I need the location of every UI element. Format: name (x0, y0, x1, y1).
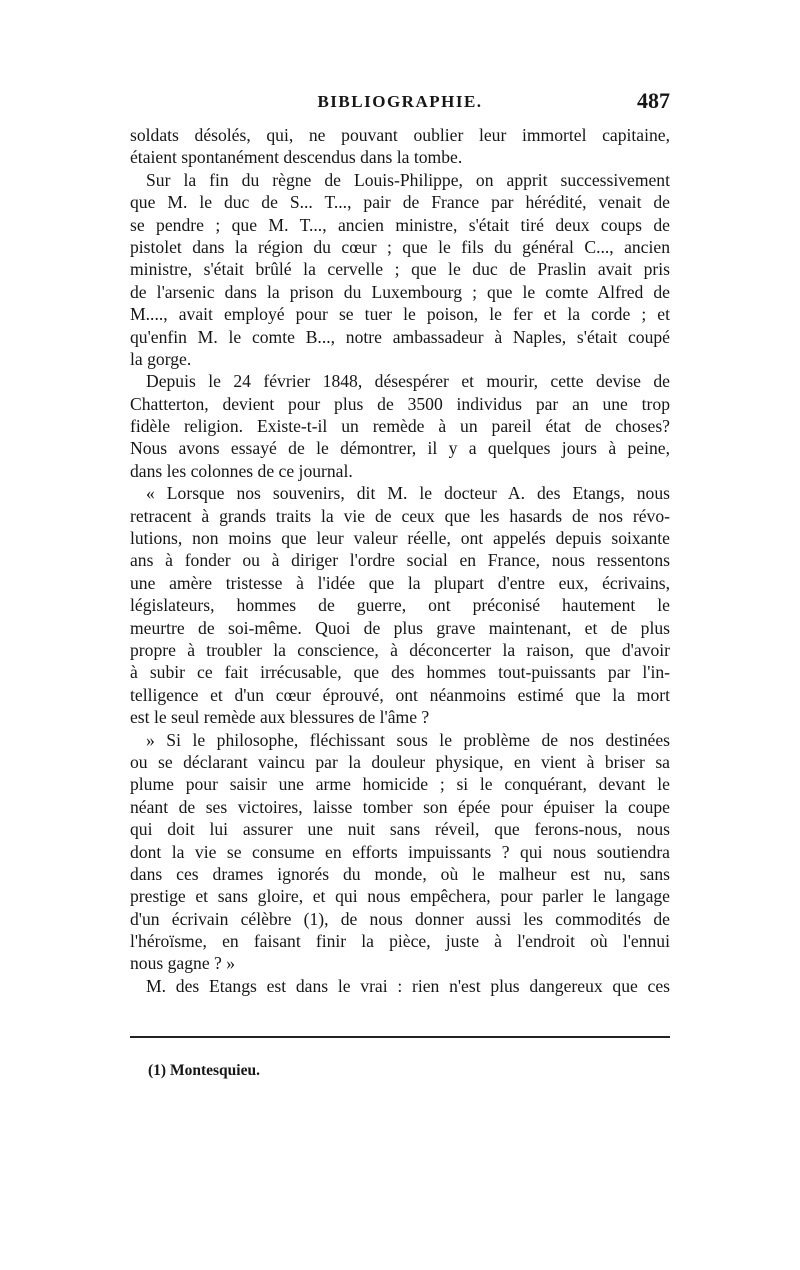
body-text (130, 124, 670, 997)
text-line: de l'arsenic dans la prison du Luxembourg ; que le comte Alfred de (130, 281, 670, 302)
text-line: Nous avons essayé de le démontrer, il y a quelques jours à peine, (130, 438, 670, 459)
text-line: dont la vie se consume en efforts impuissants ? qui nous soutiendra (130, 841, 670, 862)
text-line: se pendre ; que M. T..., ancien ministre, s'était tiré deux coups de (130, 214, 670, 235)
page-number: 487 (637, 88, 670, 113)
text-line: Chatterton, devient pour plus de 3500 individus par an une trop (130, 393, 670, 414)
text-line: ans à fonder ou à diriger l'ordre social en France, nous ressentons (130, 550, 670, 571)
text-line: pistolet dans la région du cœur ; que le fils du général C..., ancien (130, 236, 670, 257)
text-line: meurtre de soi-même. Quoi de plus grave maintenant, et de plus (130, 617, 670, 638)
text-line: dans les colonnes de ce journal. (130, 460, 353, 481)
footnote-rule (130, 1036, 670, 1038)
text-line: telligence et d'un cœur éprouvé, ont néanmoins estimé que la mort (130, 684, 670, 705)
text-line: néant de ses victoires, laisse tomber son épée pour épuiser la coupe (130, 796, 670, 817)
running-header (130, 88, 670, 118)
text-line: fidèle religion. Existe-t-il un remède à un pareil état de choses? (130, 416, 670, 437)
text-line: » Si le philosophe, fléchissant sous le problème de nos destinées (146, 729, 670, 750)
text-line: d'un écrivain célèbre (1), de nous donner aussi les commodités de (130, 908, 670, 929)
text-line: plume pour saisir une arme homicide ; si le conquérant, devant le (130, 774, 670, 795)
text-line: M...., avait employé pour se tuer le poison, le fer et la corde ; et (130, 304, 670, 325)
text-line: Depuis le 24 février 1848, désespérer et mourir, cette devise de (146, 371, 670, 392)
text-line: est le seul remède aux blessures de l'âme ? (130, 707, 430, 728)
text-line: propre à troubler la conscience, à déconcerter la raison, que d'avoir (130, 639, 670, 660)
text-line: lutions, non moins que leur valeur réelle, ont appelés depuis soixante (130, 528, 670, 549)
text-line: une amère tristesse à l'idée que la plupart d'entre eux, écrivains, (130, 572, 670, 593)
text-line: que M. le duc de S... T..., pair de France par hérédité, venait de (130, 192, 670, 213)
text-line: « Lorsque nos souvenirs, dit M. le docteur A. des Etangs, nous (146, 483, 670, 504)
text-line: législateurs, hommes de guerre, ont préconisé hautement le (130, 595, 670, 616)
text-line: retracent à grands traits la vie de ceux que les hasards de nos révo- (130, 505, 670, 526)
text-line: à subir ce fait irrécusable, que des hommes tout-puissants par l'in- (130, 662, 670, 683)
text-line: nous gagne ? » (130, 953, 236, 974)
text-line: la gorge. (130, 348, 192, 369)
text-line: dans ces drames ignorés du monde, où le malheur est nu, sans (130, 863, 670, 884)
text-line: étaient spontanément descendus dans la tombe. (130, 147, 463, 168)
text-line: ministre, s'était brûlé la cervelle ; que le duc de Praslin avait pris (130, 259, 670, 280)
text-line: l'héroïsme, en faisant finir la pièce, juste à l'endroit où l'ennui (130, 931, 670, 952)
text-line: Sur la fin du règne de Louis-Philippe, on apprit successivement (146, 169, 670, 190)
text-line: M. des Etangs est dans le vrai : rien n'est plus dangereux que ces (146, 975, 670, 996)
text-line: soldats désolés, qui, ne pouvant oublier leur immortel capitaine, (130, 125, 670, 145)
text-line: qu'enfin M. le comte B..., notre ambassadeur à Naples, s'était coupé (130, 326, 670, 347)
text-line: qui doit lui assurer une nuit sans réveil, que ferons-nous, nous (130, 819, 670, 840)
text-line: prestige et sans gloire, et qui nous empêchera, pour parler le langage (130, 886, 670, 907)
footnote: (1) Montesquieu. (148, 1062, 260, 1079)
text-line: ou se déclarant vaincu par la douleur physique, en vient à briser sa (130, 751, 670, 772)
running-title: BIBLIOGRAPHIE. (317, 92, 483, 111)
